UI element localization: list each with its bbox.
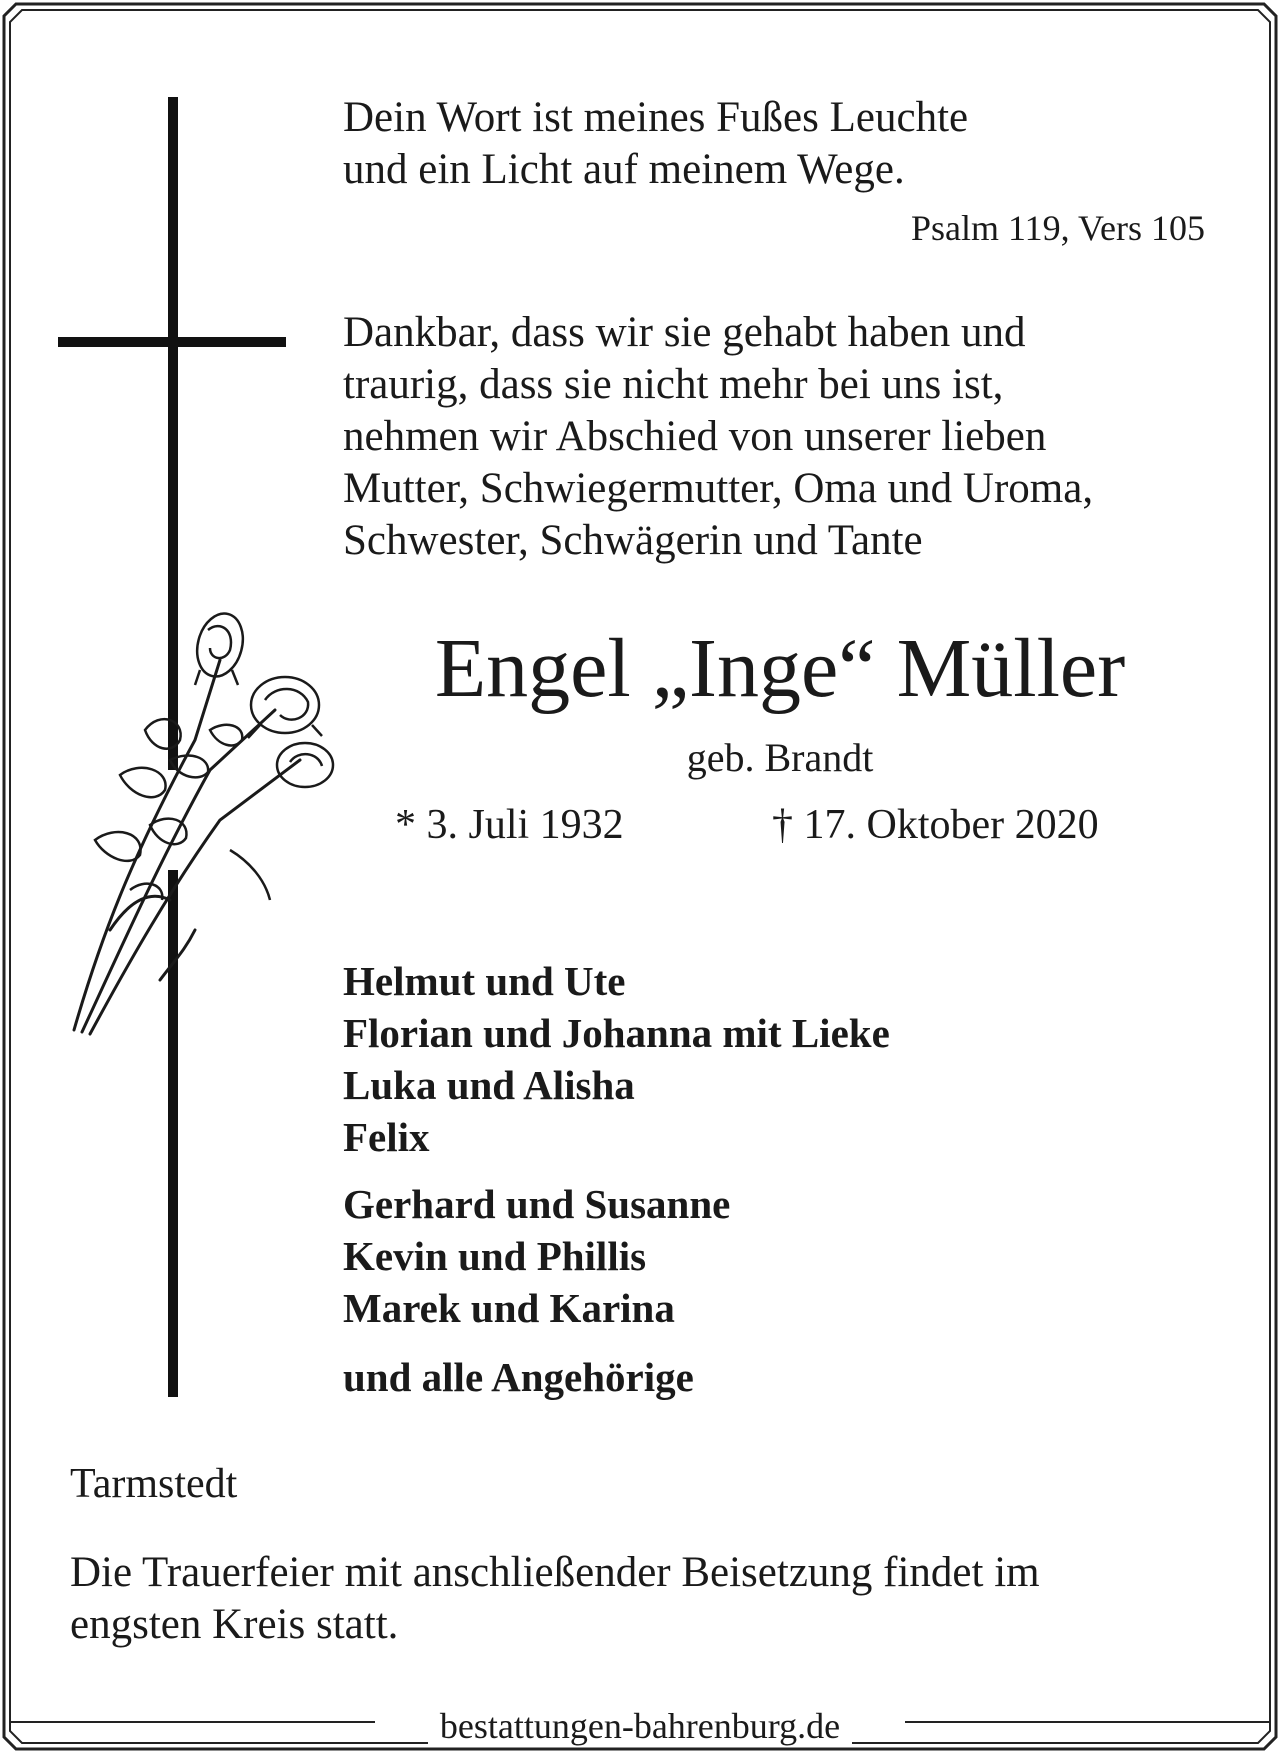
cross-horizontal-beam xyxy=(58,337,286,347)
intro-line: traurig, dass sie nicht mehr bei uns ist, xyxy=(343,361,1004,408)
mourner-entry: und alle Angehörige xyxy=(343,1354,694,1400)
verse-line-1: Dein Wort ist meines Fußes Leuchte xyxy=(343,94,969,141)
death-date: † 17. Oktober 2020 xyxy=(772,802,1099,848)
deceased-name: Engel „Inge“ Müller xyxy=(434,622,1126,715)
bible-verse xyxy=(343,92,968,196)
mourner-entry: Helmut und Ute xyxy=(343,958,626,1004)
mourners-list xyxy=(343,955,890,1403)
mourner-entry: Felix xyxy=(343,1114,430,1160)
roses-illustration xyxy=(60,600,340,1045)
funeral-line: engsten Kreis statt. xyxy=(70,1601,399,1648)
intro-line: Dankbar, dass wir sie gehabt haben und xyxy=(343,309,1026,356)
mourner-entry: Luka und Alisha xyxy=(343,1062,635,1108)
place-name: Tarmstedt xyxy=(70,1461,238,1507)
mourner-entry: Kevin und Phillis xyxy=(343,1233,647,1279)
website-link[interactable]: bestattungen-bahrenburg.de xyxy=(428,1706,852,1746)
intro-line: Mutter, Schwiegermutter, Oma und Uroma, xyxy=(343,465,1094,512)
mourner-entry: Florian und Johanna mit Lieke xyxy=(343,1010,890,1056)
verse-line-2: und ein Licht auf meinem Wege. xyxy=(343,146,905,193)
funeral-home-website xyxy=(0,1705,1280,1747)
intro-line: Schwester, Schwägerin und Tante xyxy=(343,517,923,564)
maiden-name: geb. Brandt xyxy=(686,735,874,780)
mourner-entry: Marek und Karina xyxy=(343,1285,675,1331)
birth-date: * 3. Juli 1932 xyxy=(395,802,624,848)
verse-reference: Psalm 119, Vers 105 xyxy=(910,208,1205,248)
funeral-notice xyxy=(70,1547,1230,1651)
funeral-line: Die Trauerfeier mit anschließender Beisetzung findet im xyxy=(70,1549,1040,1596)
intro-line: nehmen wir Abschied von unserer lieben xyxy=(343,413,1047,460)
mourner-entry: Gerhard und Susanne xyxy=(343,1181,731,1227)
intro-text xyxy=(343,307,1243,567)
